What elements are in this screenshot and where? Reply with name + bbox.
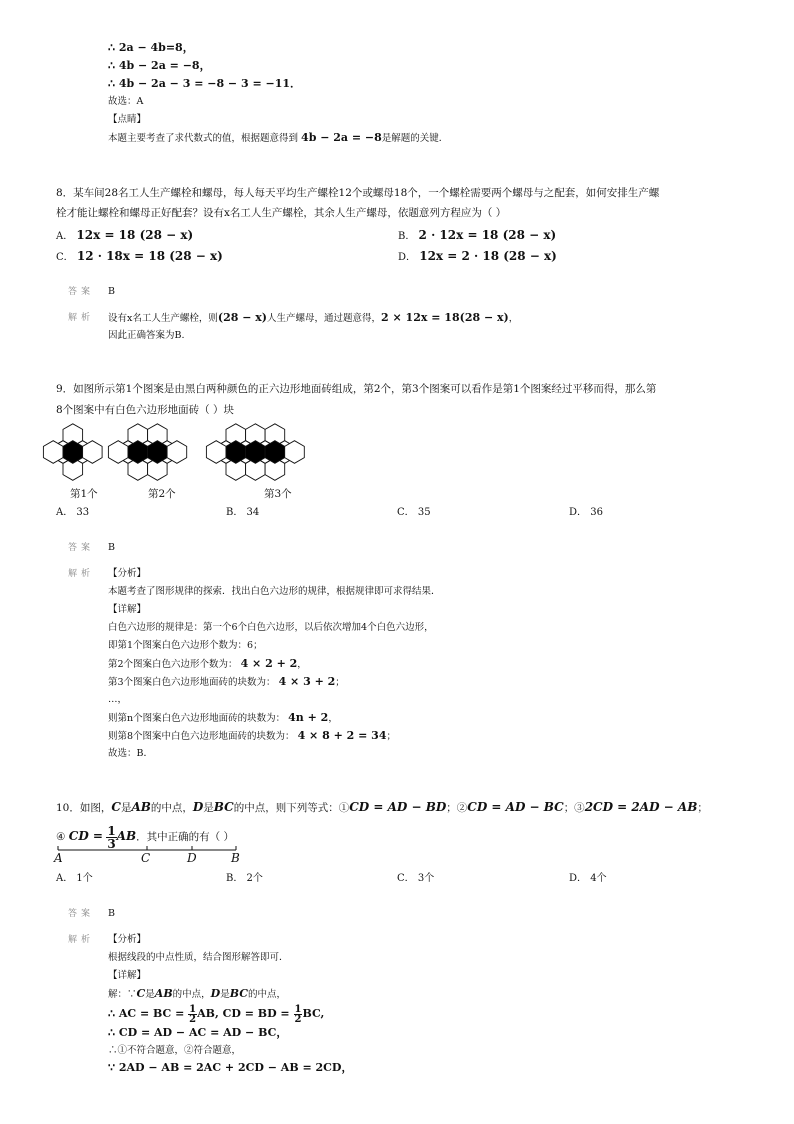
q9-option-letter: A．	[56, 507, 74, 518]
q10-analysis-text: 的中点，	[172, 989, 211, 1000]
q10-option-c[interactable]	[397, 873, 434, 885]
q9-option-letter: B．	[226, 507, 244, 518]
q9-option-letter: D．	[569, 507, 588, 518]
solution-line-2: ∴ 4b − 2a = −8，	[108, 59, 211, 72]
q10-text: ；②	[446, 802, 468, 814]
q10-analysis-math: BC,	[302, 1007, 325, 1020]
point-label-c: C	[141, 851, 151, 865]
q10-math: AB	[116, 829, 137, 843]
q8-analysis-line-2: 因此正确答案为B.	[108, 330, 185, 341]
q10-option-letter: C．	[397, 873, 415, 884]
q9-option-value: 34	[246, 507, 260, 518]
q9-analysis-line: 故选：B．	[108, 748, 153, 759]
figure-label-2: 第2个	[148, 488, 176, 500]
q9-analysis-line: 白色六边形的规律是：第一个6个白色六边形，以后依次增加4个白色六边形，	[108, 622, 434, 633]
q8-option-formula: 2 · 12x = 18 (28 − x)	[418, 228, 557, 242]
q8-analysis-formula: 2 × 12x = 18(28 − x)	[381, 311, 509, 324]
q10-math: CD =	[68, 829, 103, 843]
q9-analysis-text: ；	[335, 677, 345, 688]
q10-analysis-header-1: 【分析】	[108, 934, 147, 945]
q10-math: D	[192, 800, 204, 814]
q8-option-letter: B．	[398, 231, 416, 242]
q10-analysis-line-4: ∴ CD = AD − AC = AD − BC，	[108, 1026, 288, 1039]
q8-option-formula: 12x = 2 · 18 (28 − x)	[419, 249, 557, 263]
q10-option-a[interactable]	[56, 873, 93, 885]
q10-option-b[interactable]	[226, 873, 263, 885]
tip-text-b: 是解题的关键．	[381, 133, 449, 144]
fraction-half	[188, 1005, 197, 1024]
q9-answer: B	[108, 542, 115, 553]
q9-analysis-line: 本题考查了图形规律的探索．找出白色六边形的规律，根据规律即可求得结果．	[108, 586, 441, 597]
q10-analysis-header-2: 【详解】	[108, 970, 147, 981]
q8-option-letter: D．	[398, 252, 417, 263]
q9-analysis-line: 【分析】	[108, 568, 147, 579]
q9-analysis-text: 则第n个图案白色六边形地面砖的块数为：	[108, 713, 286, 724]
q10-analysis-math: D	[210, 987, 221, 1000]
point-label-d: D	[187, 851, 197, 865]
q10-option-value: 1个	[76, 873, 93, 884]
fraction-numerator: 1	[189, 1003, 197, 1015]
q10-analysis-math: AB	[154, 987, 173, 1000]
q9-analysis-text: ，	[328, 713, 338, 724]
q9-analysis-formula: 4 × 3 + 2	[278, 675, 336, 688]
q9-analysis-formula: 4 × 2 + 2	[240, 657, 298, 670]
q10-text: ；③	[563, 802, 585, 814]
q9-option-value: 35	[417, 507, 431, 518]
q9-option-letter: C．	[397, 507, 415, 518]
q10-answer-label: 答案	[68, 909, 95, 919]
q10-analysis-line-5: ∴①不符合题意，②符合题意，	[108, 1045, 242, 1056]
tip-text-a: 本题主要考查了求代数式的值，根据题意得到	[108, 133, 299, 144]
solution-choice: 故选：A	[108, 96, 144, 107]
fraction-numerator: 1	[107, 823, 116, 838]
q8-answer: B	[108, 286, 115, 297]
q10-analysis-line-2	[108, 988, 286, 1001]
q9-analysis-line: 即第1个图案白色六边形个数为：6；	[108, 640, 263, 651]
q10-analysis-label: 解析	[68, 935, 95, 945]
q10-math: CD = AD − BC	[467, 800, 564, 814]
q10-analysis-text: 解：∵	[108, 989, 137, 1000]
q10-text: ；	[697, 802, 708, 814]
q8-analysis-label: 解析	[68, 313, 95, 323]
q8-option-formula: 12 · 18x = 18 (28 − x)	[76, 249, 223, 263]
solution-line-3: ∴ 4b − 2a − 3 = −8 − 3 = −11．	[108, 77, 302, 90]
q9-analysis-text: 第3个图案白色六边形地面砖的块数为：	[108, 677, 276, 688]
q8-option-formula: 12x = 18 (28 − x)	[76, 228, 194, 242]
q10-text: 的中点，则下列等式：①	[233, 802, 350, 814]
solution-line-1: ∴ 2a − 4b=8，	[108, 41, 194, 54]
q10-text: 的中点，	[150, 802, 193, 814]
fraction-numerator: 1	[294, 1003, 302, 1015]
point-label-a: A	[54, 851, 63, 865]
q9-analysis-line: 【详解】	[108, 604, 147, 615]
q8-stem-line-2: 栓才能让螺栓和螺母正好配套？设有x名工人生产螺栓，其余人生产螺母，依题意列方程应为（ ）	[56, 207, 507, 219]
q8-stem-line-1: 8．某车间28名工人生产螺栓和螺母，每人每天平均生产螺栓12个或螺母18个，一个螺栓需要两个螺母与之配套，如何安排生产螺	[56, 187, 660, 199]
q9-analysis-formula: 4n + 2	[288, 711, 329, 724]
q10-math: CD = AD − BD	[349, 800, 447, 814]
q10-text: 是	[120, 802, 132, 814]
q8-answer-label: 答案	[68, 287, 95, 297]
q9-stem-line-1: 9．如图所示第1个图案是由黑白两种颜色的正六边形地面砖组成，第2个，第3个图案可以看作是第1个图案经过平移而得，那么第	[56, 383, 657, 395]
q10-text: 是	[203, 802, 214, 814]
q10-analysis-math: ∴ AC = BC =	[108, 1007, 185, 1020]
q8-analysis-formula: (28 − x)	[217, 311, 268, 324]
q10-option-value: 2个	[246, 873, 263, 884]
q10-option-d[interactable]	[569, 873, 607, 885]
tip-header: 【点睛】	[108, 114, 147, 125]
q10-analysis-text: 是	[220, 989, 230, 1000]
q10-analysis-line-1: 根据线段的中点性质，结合图形解答即可．	[108, 952, 289, 963]
q10-analysis-math: BC	[229, 987, 248, 1000]
q10-text: ．其中正确的有（ ）	[136, 831, 234, 843]
fraction-denominator: 2	[294, 1013, 302, 1025]
q10-analysis-text: 是	[145, 989, 155, 1000]
tip-formula: 4b − 2a = −8	[301, 131, 382, 144]
q9-option-value: 33	[76, 507, 90, 518]
q9-option-value: 36	[590, 507, 603, 518]
q9-analysis-formula: 4 × 8 + 2 = 34	[297, 729, 387, 742]
q10-math: BC	[213, 800, 234, 814]
q8-option-letter: A．	[56, 231, 74, 242]
q8-analysis-text: 设有x名工人生产螺栓，则	[108, 313, 218, 324]
q10-option-letter: A．	[56, 873, 74, 884]
q9-analysis-text: 第2个图案白色六边形个数为：	[108, 659, 238, 670]
fraction-denominator: 3	[107, 836, 116, 851]
q10-analysis-math: C	[136, 987, 146, 1000]
q10-math: 2CD = 2AD − AB	[584, 800, 698, 814]
q10-answer: B	[108, 908, 115, 919]
q9-analysis-text: 则第8个图案中白色六边形地面砖的块数为：	[108, 731, 295, 742]
q10-analysis-text: 的中点，	[247, 989, 286, 1000]
q10-option-letter: D．	[569, 873, 588, 884]
q9-stem-line-2: 8个图案中有白色六边形地面砖（ ）块	[56, 404, 235, 416]
q10-math: AB	[131, 800, 151, 814]
q9-analysis-text: ，	[297, 659, 307, 670]
q9-analysis-line: …，	[108, 694, 128, 705]
q10-analysis-math: AB, CD = BD =	[197, 1007, 290, 1020]
q9-analysis-label: 解析	[68, 569, 95, 579]
fraction-denominator: 2	[189, 1013, 197, 1025]
q10-option-value: 4个	[590, 873, 607, 884]
q10-analysis-line-6: ∵ 2AD − AB = 2AC + 2CD − AB = 2CD，	[108, 1061, 353, 1074]
q8-option-letter: C．	[56, 252, 74, 263]
q9-answer-label: 答案	[68, 543, 95, 553]
q8-analysis-text: 人生产螺母，通过题意得，	[267, 313, 382, 324]
q10-option-value: 3个	[417, 873, 435, 884]
point-label-b: B	[231, 851, 240, 865]
q10-analysis-line-3	[108, 1004, 324, 1024]
q10-option-letter: B．	[226, 873, 244, 884]
q8-analysis-text: ，	[508, 313, 519, 324]
q9-analysis-text: ；	[386, 731, 396, 742]
q10-math: C	[111, 800, 121, 814]
q10-text: ④	[56, 831, 66, 843]
figure-label-3: 第3个	[264, 488, 292, 500]
q10-text: 10．如图，	[56, 802, 112, 814]
figure-label-1: 第1个	[70, 488, 98, 500]
